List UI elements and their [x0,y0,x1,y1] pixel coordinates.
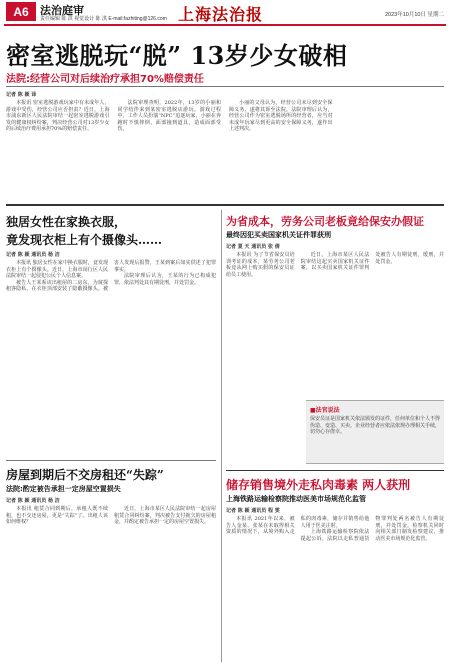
paragraph: 本报讯 独居女性在家中换衣服时，竟发现衣柜上有个摄像头。近日，上海市闵行区人民法院审结一起侵犯公民个人信息案。 [6,260,108,280]
editor-credits: 责任编辑 陈 淇 视觉设计 陈 淇 E-mail:fazhiting@126.com [40,16,167,22]
article-body [226,252,444,402]
paragraph: 本报讯 租赁合同到期后，承租人既不续租，也不交还房屋，更是“失踪”了。出租人该如何维权？ [6,506,108,526]
section-title: 法治庭审 [40,5,84,17]
article-body [226,516,444,662]
newspaper-masthead: 上海法治报 [178,5,264,24]
box-body: 保安员证是国家机关依法颁发的证件，任何单位和个人不得伪造、变造、买卖。企业经营者应依法依规办理相关手续，切勿心存侥幸。 [310,416,441,436]
lead-byline: 记者 陈 颖 译 [6,92,37,98]
article-right-2 [226,506,444,662]
paragraph: 法院审理后认为，王某的行为已构成犯罪，依法判处其有期徒刑，并处罚金。 [114,273,216,286]
paragraph: 小丽的父母认为，经营公司未尽到安全保障义务，遂将其诉至法院。法院审理后认为，经营公司作为密室逃脱场所的经营者，应当对未成年玩家尽到更高的安全保障义务，遂作出上述判决。 [229,100,333,133]
divider [6,204,444,206]
article-subtitle: 最终因犯买卖国家机关证件罪获刑 [226,231,331,239]
paragraph: 被告人王某系该出租屋的二房东，为窥探租客隐私，在衣柜顶部安装了隐蔽摄像头。被害人发现后报警，王某到案后如实供述了犯罪事实。 [6,260,216,293]
paragraph: 本报讯 2021年以来，被告人金某、张某在未取得相关资质的情况下，从境外购入走私的肉毒素，储存并销售给他人用于医美注射。 [226,516,370,536]
divider [6,86,444,87]
page-header [0,0,450,26]
article-left-1 [6,250,216,455]
sidebar-box [306,400,444,464]
paragraph: 本报讯 密室逃脱游戏玩家中有未成年人，游戏中受伤，经营公司应否担责？近日，上海市浦东新区人民法院审结一起密室逃脱游戏引发的健康权纠纷案，判决经营公司对13岁少女的后续治疗费用承担70%的赔偿责任。 [6,100,110,133]
article-title: 独居女性在家换衣服， [6,215,127,229]
article-title: 竟发现衣柜上有个摄像头…… [6,233,163,247]
article-byline: 记者 夏 天 通讯员 张 倩 [226,244,280,250]
article-body [6,260,216,455]
lead-body [6,100,444,200]
article-byline: 记者 陈 颖 通讯员 杨 洁 [6,252,60,258]
article-subtitle: 法院:酌定被告承担一定房屋空置损失 [6,485,121,493]
page-number-tag: A6 [6,2,36,21]
header-rule [4,24,446,26]
article-body [6,506,216,662]
paragraph: 法院审理查明，2022年，13岁的小丽和同学结伴来到某密室逃脱店游玩。游戏过程中，工作人员扮演“NPC”追逐玩家，小丽在奔跑时不慎摔倒，面部撞到道具，造成面部受伤。 [117,100,221,133]
article-byline: 记者 陈 颖 通讯员 程 雯 [226,508,280,514]
article-title: 储存销售境外走私肉毒素 两人获刑 [226,478,411,492]
divider [226,470,444,471]
article-subtitle: 上海铁路运输检察院推动医美市场规范化监管 [226,495,366,503]
paragraph: 上海铁路运输检察院依法提起公诉，法院以走私普通货物罪判处两名被告人有期徒刑，并处罚金。检察机关同时向相关部门制发检察建议，推动医美市场规范化监管。 [300,516,444,542]
issue-date: 2023年10月10日 星期二 [385,12,444,18]
lead-article [6,90,444,200]
paragraph: 近日，上海市某区人民法院审结这起买卖国家机关证件案，以买卖国家机关证件罪判处被告人有期徒刑，缓刑，并处罚金。 [300,252,444,272]
paragraph: 本报讯 为了节省保安员培训考证的成本，某劳务公司老板竟从网上购买假的保安员证给员工使用。 [226,252,295,278]
paragraph: 近日，上海市某区人民法院审结一起房屋租赁合同纠纷案，判决被告支付拖欠的房屋租金，并酌定被告承担一定的房屋空置损失。 [114,506,216,526]
article-byline: 记者 陈 颖 通讯员 杨 洁 [6,498,60,504]
article-left-2 [6,496,216,662]
lead-subhead: 法院:经营公司对后续治疗承担70%赔偿责任 [6,74,204,85]
article-title: 房屋到期后不交房租还“失踪” [6,468,164,482]
article-title: 为省成本，劳务公司老板竟给保安办假证 [226,215,424,228]
column-divider [221,210,222,662]
box-title: ■法官说法 [310,407,340,414]
divider [6,460,216,461]
lead-headline: 密室逃脱玩“脱” 13岁少女破相 [6,41,348,70]
